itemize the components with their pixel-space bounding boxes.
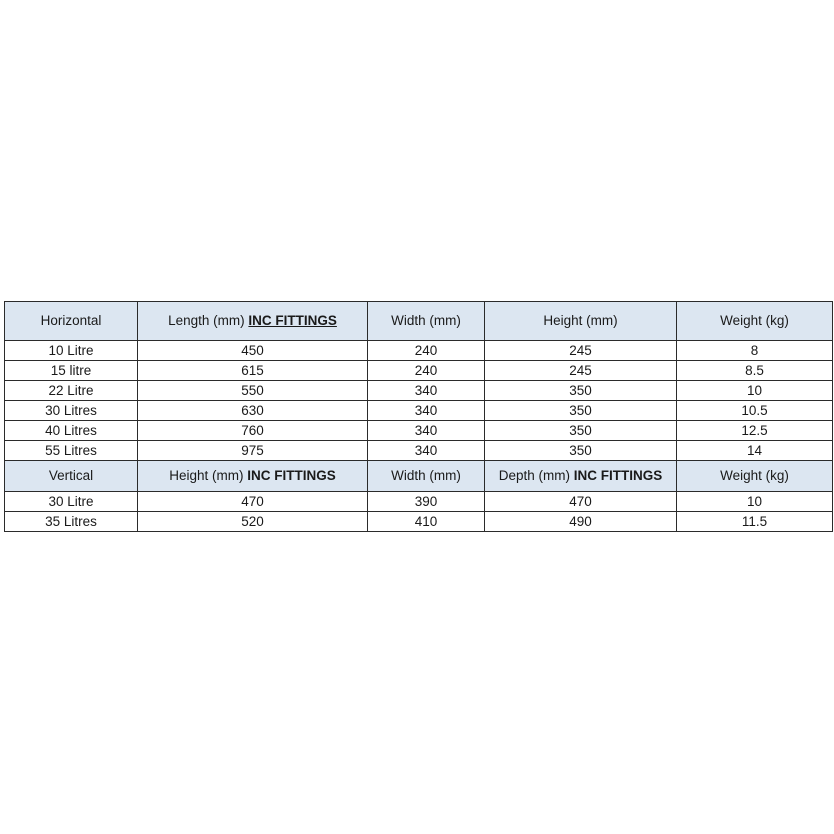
table-row xyxy=(5,361,833,381)
table-row xyxy=(5,401,833,421)
length-cell: 450 xyxy=(138,341,368,361)
table-row xyxy=(5,421,833,441)
header-width: Width (mm) xyxy=(368,302,485,341)
length-cell: 630 xyxy=(138,401,368,421)
weight-cell: 10.5 xyxy=(677,401,833,421)
table-row xyxy=(5,512,833,532)
height-cell: 350 xyxy=(485,381,677,401)
weight-cell: 11.5 xyxy=(677,512,833,532)
header-height-vertical xyxy=(138,461,368,492)
width-cell: 340 xyxy=(368,401,485,421)
header-height-label: Height (mm) xyxy=(169,468,248,483)
header-horizontal: Horizontal xyxy=(5,302,138,341)
vertical-header-row xyxy=(5,461,833,492)
width-cell: 410 xyxy=(368,512,485,532)
table-row xyxy=(5,381,833,401)
header-length-label: Length (mm) xyxy=(168,313,249,328)
height-cell: 350 xyxy=(485,441,677,461)
weight-cell: 10 xyxy=(677,381,833,401)
header-length-inc-fittings: INC FITTINGS xyxy=(248,313,337,328)
length-cell: 760 xyxy=(138,421,368,441)
horizontal-header-row xyxy=(5,302,833,341)
height-cell: 350 xyxy=(485,421,677,441)
capacity-cell: 30 Litre xyxy=(5,492,138,512)
height-cell: 520 xyxy=(138,512,368,532)
capacity-cell: 35 Litres xyxy=(5,512,138,532)
header-height-inc-fittings: INC FITTINGS xyxy=(247,468,336,483)
capacity-cell: 10 Litre xyxy=(5,341,138,361)
header-depth-label: Depth (mm) xyxy=(498,468,574,483)
depth-cell: 490 xyxy=(485,512,677,532)
weight-cell: 8.5 xyxy=(677,361,833,381)
width-cell: 340 xyxy=(368,441,485,461)
length-cell: 615 xyxy=(138,361,368,381)
length-cell: 550 xyxy=(138,381,368,401)
capacity-cell: 22 Litre xyxy=(5,381,138,401)
header-weight: Weight (kg) xyxy=(677,302,833,341)
specifications-table xyxy=(4,301,833,532)
table-row xyxy=(5,341,833,361)
capacity-cell: 55 Litres xyxy=(5,441,138,461)
header-vertical: Vertical xyxy=(5,461,138,492)
width-cell: 340 xyxy=(368,421,485,441)
height-cell: 245 xyxy=(485,361,677,381)
capacity-cell: 15 litre xyxy=(5,361,138,381)
weight-cell: 10 xyxy=(677,492,833,512)
capacity-cell: 30 Litres xyxy=(5,401,138,421)
header-depth-inc-fittings: INC FITTINGS xyxy=(573,468,663,483)
header-width-vertical: Width (mm) xyxy=(368,461,485,492)
length-cell: 975 xyxy=(138,441,368,461)
header-height: Height (mm) xyxy=(485,302,677,341)
capacity-cell: 40 Litres xyxy=(5,421,138,441)
height-cell: 245 xyxy=(485,341,677,361)
height-cell: 350 xyxy=(485,401,677,421)
width-cell: 240 xyxy=(368,361,485,381)
width-cell: 340 xyxy=(368,381,485,401)
width-cell: 240 xyxy=(368,341,485,361)
table-row xyxy=(5,492,833,512)
weight-cell: 8 xyxy=(677,341,833,361)
header-weight-vertical: Weight (kg) xyxy=(677,461,833,492)
weight-cell: 14 xyxy=(677,441,833,461)
header-depth xyxy=(485,461,677,492)
weight-cell: 12.5 xyxy=(677,421,833,441)
table-row xyxy=(5,441,833,461)
width-cell: 390 xyxy=(368,492,485,512)
height-cell: 470 xyxy=(138,492,368,512)
depth-cell: 470 xyxy=(485,492,677,512)
header-length xyxy=(138,302,368,341)
